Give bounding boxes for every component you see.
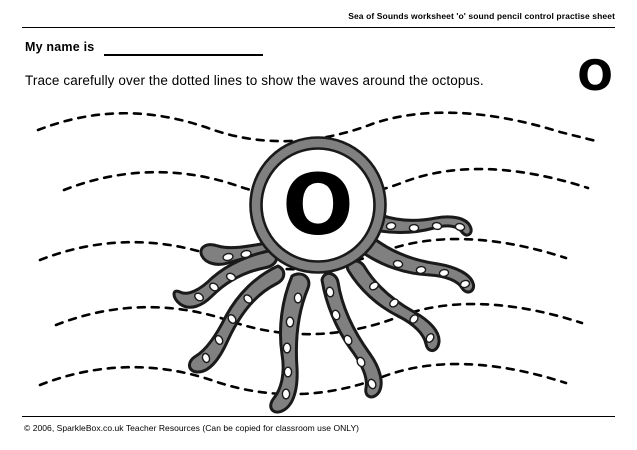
header-divider — [22, 27, 615, 28]
name-field-label: My name is — [25, 40, 95, 54]
footer-copyright: © 2006, SparkleBox.co.uk Teacher Resources (Can be copied for classroom use ONLY) — [24, 423, 360, 433]
wave-line-5 — [40, 364, 566, 394]
footer-divider — [22, 416, 615, 417]
octopus-artwork — [0, 100, 637, 420]
wave-line-4 — [56, 304, 582, 334]
tentacle-4 — [271, 274, 309, 412]
letter-badge: O — [577, 51, 613, 100]
name-input-line[interactable] — [104, 54, 263, 56]
octopus-figure — [174, 138, 474, 413]
octopus-letter-o: O — [282, 156, 354, 254]
instruction-text: Trace carefully over the dotted lines to show the waves around the octopus. — [25, 73, 484, 88]
worksheet-header-title: Sea of Sounds worksheet 'o' sound pencil control practise sheet — [348, 11, 615, 21]
